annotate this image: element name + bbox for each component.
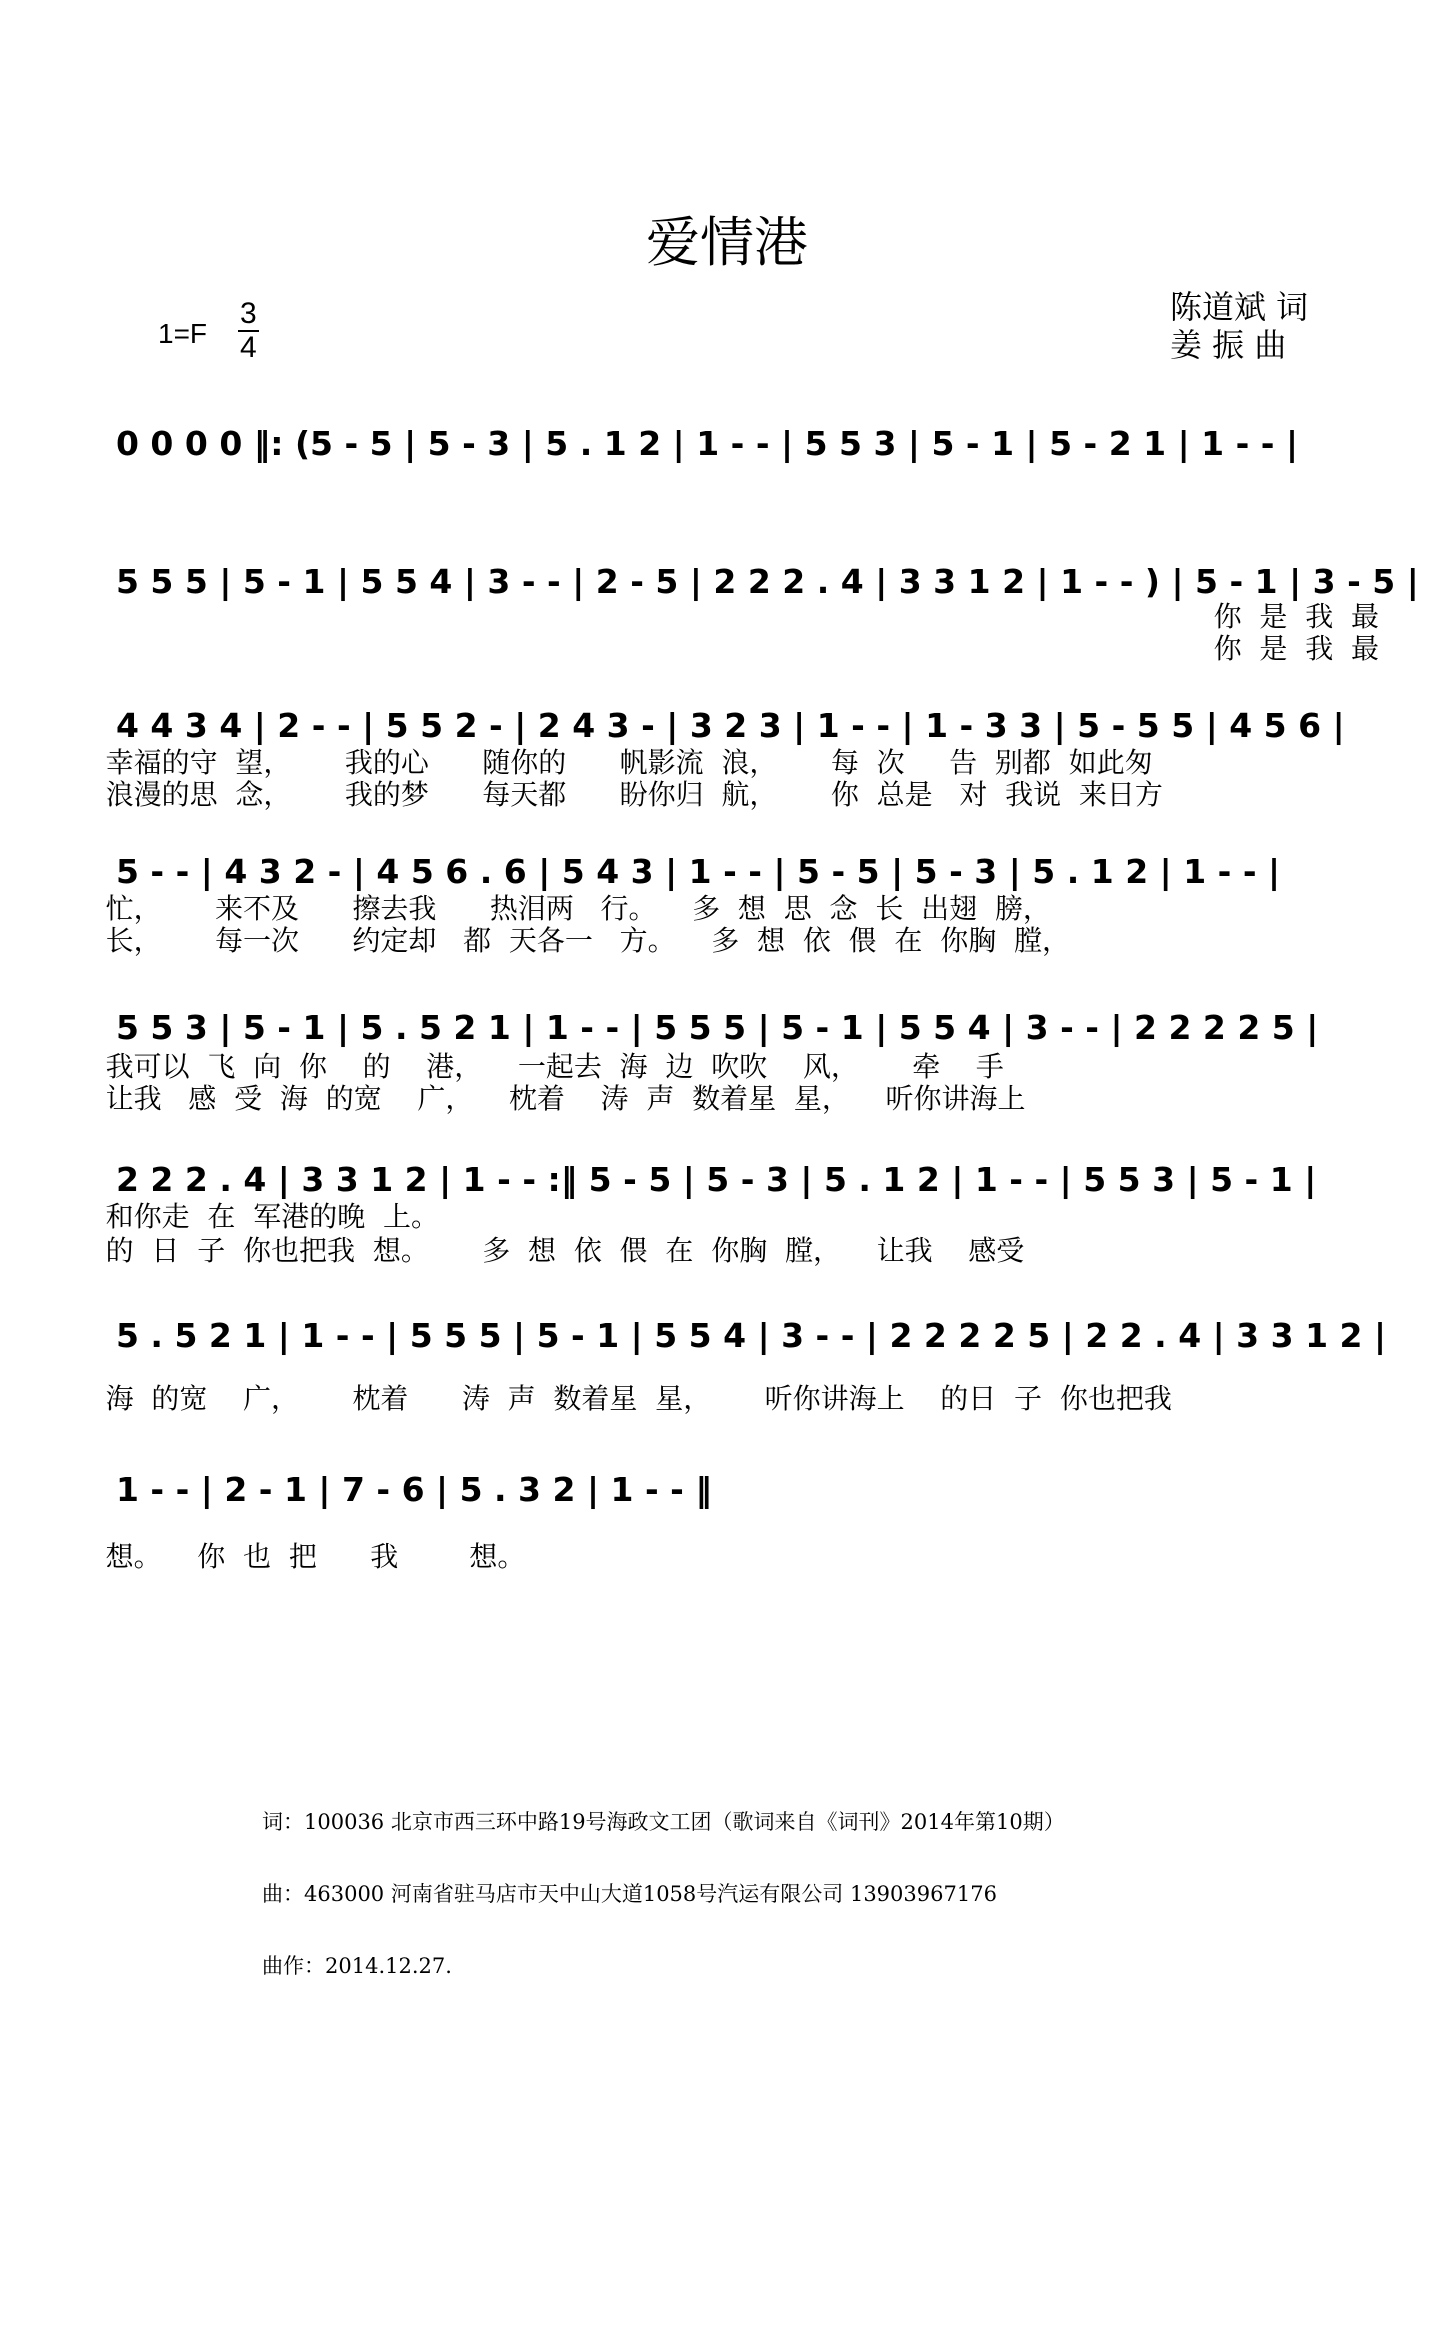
lyric-system-6-verse-1: 和你走 在 军港的晚 上。 bbox=[105, 1200, 440, 1233]
time-signature-bottom: 4 bbox=[240, 331, 257, 364]
key-signature: 1=F bbox=[158, 318, 208, 349]
music-system-7 bbox=[70, 1270, 1430, 1355]
lyricist-credit: 陈道斌 词 bbox=[1170, 288, 1309, 326]
music-system-2 bbox=[70, 516, 1430, 601]
notes-system-3: 4 4 3 4 | 2 - - | 5 5 2 - | 2 4 3 - | 3 2 3 | 1 - - | 1 - 3 3 | 5 - 5 5 | 4 5 6 | bbox=[115, 706, 1345, 745]
song-title: 爱情港 bbox=[646, 211, 808, 274]
composer-credit: 姜 振 曲 bbox=[1170, 326, 1287, 364]
lyric-system-5-verse-1: 我可以 飞 向 你 的 港， 一起去 海 边 吹吹 风， 牵 手 bbox=[105, 1050, 1004, 1083]
time-signature bbox=[238, 298, 259, 364]
music-system-5 bbox=[70, 962, 1430, 1047]
lyric-system-3-verse-2: 浪漫的思 念， 我的梦 每天都 盼你归 航， 你 总是 对 我说 来日方 bbox=[105, 778, 1163, 811]
notes-system-7: 5 . 5 2 1 | 1 - - | 5 5 5 | 5 - 1 | 5 5 4 | 3 - - | 2 2 2 2 5 | 2 2 . 4 | 3 3 1 2 | bbox=[115, 1316, 1387, 1355]
footer-lyricist-address: 词：100036 北京市西三环中路19号海政文工团（歌词来自《词刊》2014年第10期） bbox=[262, 1810, 1065, 1834]
footer-composer-address: 曲：463000 河南省驻马店市天中山大道1058号汽运有限公司 13903967176 bbox=[262, 1882, 997, 1906]
notes-system-1: 0 0 0 0 ‖: (5 - 5 | 5 - 3 | 5 . 1 2 | 1 - - | 5 5 3 | 5 - 1 | 5 - 2 1 | 1 - - | bbox=[115, 424, 1299, 463]
music-system-1 bbox=[70, 378, 1430, 463]
lyric-system-7: 海 的宽 广， 枕着 涛 声 数着星 星， 听你讲海上 的日 子 你也把我 bbox=[105, 1382, 1172, 1415]
lyric-system-4-verse-1: 忙， 来不及 擦去我 热泪两 行。 多 想 思 念 长 出翅 膀， bbox=[105, 892, 1051, 925]
lyric-system-3-verse-1: 幸福的守 望， 我的心 随你的 帆影流 浪， 每 次 告 别都 如此匆 bbox=[105, 746, 1153, 779]
notes-system-6: 2 2 2 . 4 | 3 3 1 2 | 1 - - :‖ 5 - 5 | 5 - 3 | 5 . 1 2 | 1 - - | 5 5 3 | 5 - 1 | bbox=[115, 1160, 1317, 1199]
lyric-system-2-verse-2: 你 是 我 最 bbox=[1213, 632, 1380, 665]
footer-notes bbox=[262, 1762, 1065, 2026]
notes-system-4: 5 - - | 4 3 2 - | 4 5 6 . 6 | 5 4 3 | 1 - - | 5 - 5 | 5 - 3 | 5 . 1 2 | 1 - - | bbox=[115, 852, 1281, 891]
notes-system-5: 5 5 3 | 5 - 1 | 5 . 5 2 1 | 1 - - | 5 5 5 | 5 - 1 | 5 5 4 | 3 - - | 2 2 2 2 5 | bbox=[115, 1008, 1319, 1047]
time-signature-top: 3 bbox=[240, 297, 257, 330]
lyric-system-5-verse-2: 让我 感 受 海 的宽 广， 枕着 涛 声 数着星 星， 听你讲海上 bbox=[105, 1082, 1026, 1115]
lyric-system-6-verse-2: 的 日 子 你也把我 想。 多 想 依 偎 在 你胸 膛， 让我 感受 bbox=[105, 1234, 1025, 1267]
music-system-6 bbox=[70, 1114, 1430, 1199]
notes-system-8: 1 - - | 2 - 1 | 7 - 6 | 5 . 3 2 | 1 - - ‖ bbox=[115, 1470, 712, 1509]
footer-date: 曲作：2014.12.27. bbox=[262, 1954, 452, 1978]
music-system-4 bbox=[70, 806, 1430, 891]
credits bbox=[1170, 288, 1308, 364]
music-system-8 bbox=[70, 1424, 1430, 1509]
music-system-3 bbox=[70, 660, 1430, 745]
lyric-system-8: 想。 你 也 把 我 想。 bbox=[105, 1540, 526, 1573]
lyric-system-2-verse-1: 你 是 我 最 bbox=[1213, 600, 1380, 633]
notes-system-2: 5 5 5 | 5 - 1 | 5 5 4 | 3 - - | 2 - 5 | 2 2 2 . 4 | 3 3 1 2 | 1 - - ) | 5 - 1 | 3 - 5 | bbox=[115, 562, 1419, 601]
lyric-system-4-verse-2: 长， 每一次 约定却 都 天各一 方。 多 想 依 偎 在 你胸 膛， bbox=[105, 924, 1071, 957]
